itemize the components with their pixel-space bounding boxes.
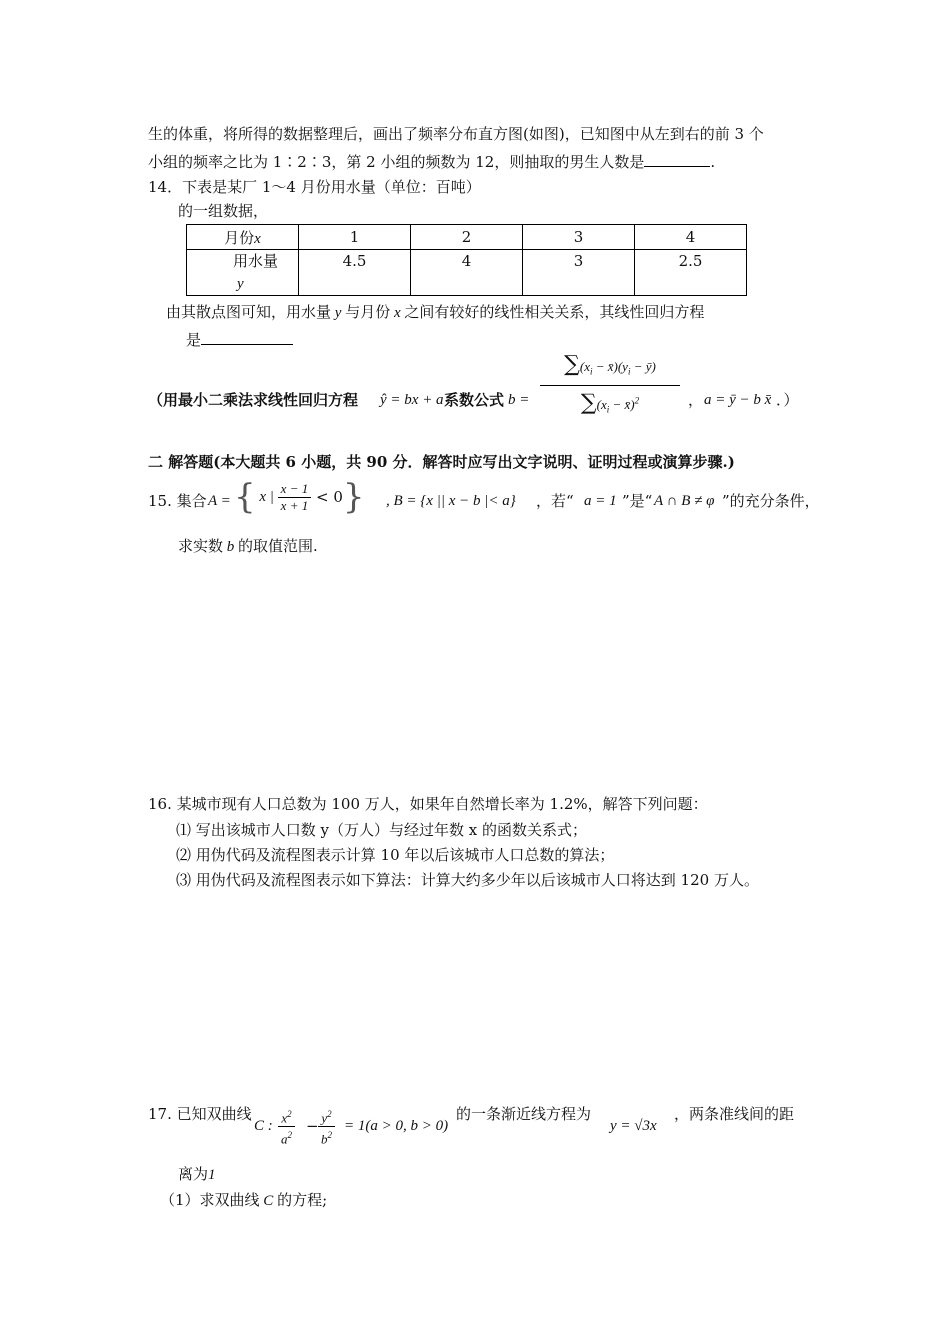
q14-text-is: 是 [186,331,202,349]
answer-blank-14[interactable] [201,330,293,345]
table-cell: 3 [523,250,635,296]
answer-blank-13[interactable] [644,152,710,167]
directrix-distance: 1 [208,1167,216,1183]
table-cell: 1 [299,225,411,250]
q14-line-1: 14．下表是某厂 1～4 月份用水量（单位：百吨） [148,178,481,196]
q14-line-4 [186,330,293,350]
formula-b-lhs: b = [508,392,530,408]
asymptote-equation: y = √3x [610,1118,657,1134]
table-row-header-month [187,225,299,250]
hyperbola-condition: = 1(a > 0, b > 0) [344,1118,449,1134]
intro-line-2-text: 小组的频率之比为 1∶2∶3，第 2 小组的频数为 12，则抽取的男生人数是 [148,153,645,171]
q14-text-b: 与月份 [345,303,391,321]
q16-line-1: 16. 某城市现有人口总数为 100 万人，如果年自然增长率为 1.2%，解答下列问题： [148,795,708,813]
hyperbola-y-term: $\frac{y^2}{b^2}$ [318,1106,335,1148]
usage-var: y [237,276,244,292]
hint-text-d: ．） [776,391,799,409]
q16-line-3: ⑵ 用伪代码及流程图表示计算 10 年以后该城市人口总数的算法； [176,846,615,864]
table-cell: 2.5 [635,250,747,296]
q15-lead: 15. 集合 [148,492,207,510]
month-var: x [254,230,261,247]
hyperbola-name: C : [254,1118,273,1134]
set-b-definition: , B = {x || x − b |< a} [386,493,516,509]
table-row-header-usage [187,250,299,296]
table-row [187,250,747,296]
intro-line-2 [148,152,715,172]
table-cell: 4 [411,250,523,296]
q17-part1-a: （1）求双曲线 [160,1191,260,1209]
q17-line-2 [178,1164,216,1185]
hint-text-b: 系数公式 [444,391,505,409]
table-cell: 4.5 [299,250,411,296]
water-usage-table [186,224,747,296]
set-a-label: A = [208,493,231,509]
set-a-definition: { x | $\frac{x - 1}{x + 1}$ < 0} [234,477,365,517]
usage-label: 用水量 [233,252,279,270]
hint-text-a: （用最小二乘法求线性回归方程 [148,391,359,409]
q15-cond-a: ，若“ [536,492,574,510]
hint-text-c: ， [688,391,704,409]
q15-cond-b: ”是“ [622,492,653,510]
intro-line-1: 生的体重，将所得的数据整理后，画出了频率分布直方图(如图)，已知图中从左到右的前 3 个 [148,125,764,143]
q17-tail: ，两条准线间的距 [674,1105,795,1123]
q15-text-a: 求实数 [178,537,224,555]
section-heading: 二 解答题(本大题共 6 小题，共 90 分．解答时应写出文字说明、证明过程或演算步骤.) [148,453,735,471]
q17-line-3: （1）求双曲线 C 的方程; [160,1191,328,1209]
q16-line-2: ⑴ 写出该城市人口数 y（万人）与经过年数 x 的函数关系式； [176,821,588,839]
q14-line-2: 的一组数据， [178,202,269,220]
q15-text-b: 的取值范围. [238,537,318,555]
q17-mid: 的一条渐近线方程为 [456,1105,592,1123]
condition-a-equals-1: a = 1 [584,493,617,509]
table-cell: 3 [523,225,635,250]
q16-line-4: ⑶ 用伪代码及流程图表示如下算法：计算大约多少年以后该城市人口将达到 120 万人。 [176,871,759,889]
q14-line-3: 由其散点图可知，用水量 y 与月份 x 之间有较好的线性相关关系，其线性回归方程 [166,303,705,321]
q17-lead: 17. 已知双曲线 [148,1105,252,1123]
q14-text-a: 由其散点图可知，用水量 [166,303,332,321]
table-row [187,225,747,250]
condition-intersection: A ∩ B ≠ φ [654,493,715,509]
formula-b-fraction: $\sum(x_i$ − $x̄)(y_i$ − ȳ) $\sum(x_i$ − x̄)$^2$ [540,356,680,419]
hyperbola-x-term: $\frac{x^2}{a^2}$ [278,1106,295,1148]
set-a-fraction: $\frac{x - 1}{x + 1}$ [278,481,312,514]
q17-text-distance: 离为 [178,1165,209,1183]
q17-part1-b: 的方程; [277,1191,328,1209]
intro-period: . [710,153,716,171]
table-cell: 2 [411,225,523,250]
formula-a: a = ȳ − b x̄ [704,392,772,408]
q15-line-2: 求实数 b 的取值范围. [178,537,318,555]
month-label: 月份 [224,228,255,247]
table-cell: 4 [635,225,747,250]
q14-text-c: 之间有较好的线性相关关系，其线性回归方程 [404,303,705,321]
q15-cond-c: ”的充分条件， [722,492,820,510]
regression-equation: ŷ = bx + a [380,392,444,408]
